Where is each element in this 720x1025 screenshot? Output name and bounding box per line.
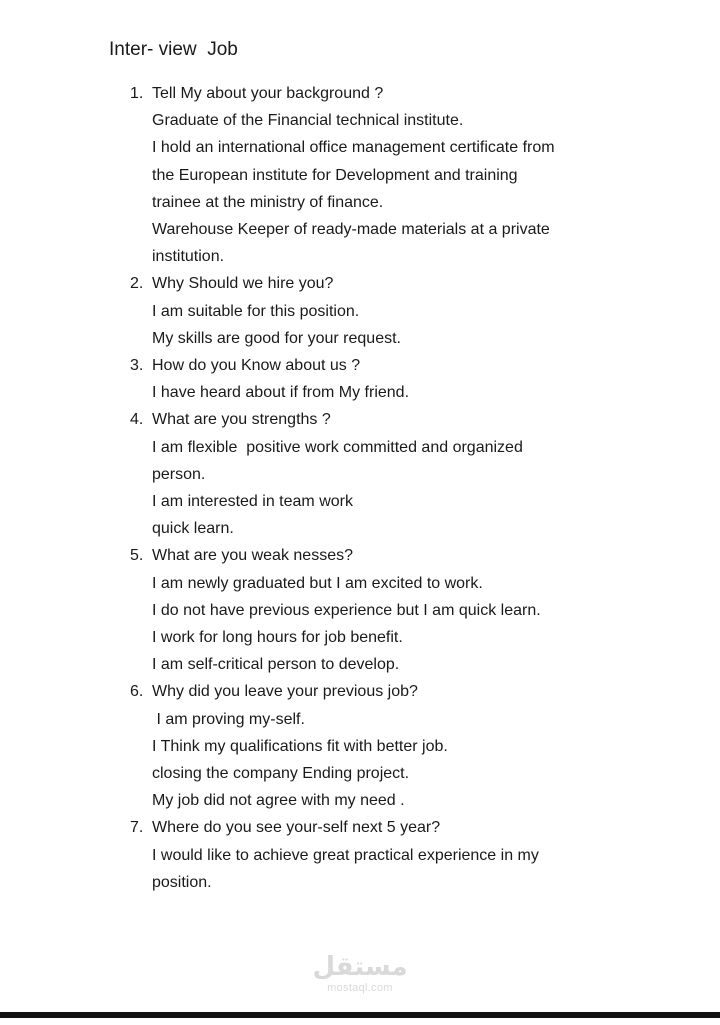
mostaql-watermark bbox=[300, 952, 420, 994]
question-item-7 bbox=[130, 814, 630, 896]
answer-line: institution. bbox=[152, 248, 225, 266]
answer-line: Graduate of the Financial technical institute. bbox=[152, 112, 464, 130]
question-number: 5. bbox=[130, 547, 144, 565]
question-text: What are you weak nesses? bbox=[152, 547, 353, 565]
answer-line: Warehouse Keeper of ready-made materials at a private bbox=[152, 221, 550, 239]
answer-line: I am interested in team work bbox=[152, 493, 353, 511]
answer-line: person. bbox=[152, 465, 206, 483]
answer-line: I am newly graduated but I am excited to work. bbox=[152, 574, 483, 592]
answer-line: the European institute for Development and training bbox=[152, 166, 518, 184]
question-text: Why did you leave your previous job? bbox=[152, 683, 418, 701]
answer-line: closing the company Ending project. bbox=[152, 765, 410, 783]
question-item-3 bbox=[130, 352, 630, 406]
answer-line: I would like to achieve great practical experience in my bbox=[152, 846, 539, 864]
question-text: Tell My about your background ? bbox=[152, 85, 384, 102]
question-text: Where do you see your-self next 5 year? bbox=[152, 819, 441, 837]
answer-line: quick learn. bbox=[152, 520, 234, 538]
answer-line: I am flexible positive work committed and organized bbox=[152, 438, 523, 456]
answer-line: trainee at the ministry of finance. bbox=[152, 193, 384, 211]
question-text: How do you Know about us ? bbox=[152, 357, 361, 375]
answer-line: I do not have previous experience but I am quick learn. bbox=[152, 601, 541, 619]
question-number: 2. bbox=[130, 275, 144, 293]
question-item-1 bbox=[130, 80, 630, 270]
document-title: Inter- view Job bbox=[109, 39, 238, 60]
question-item-4 bbox=[130, 406, 630, 542]
question-number: 4. bbox=[130, 411, 144, 429]
question-number: 7. bbox=[130, 819, 144, 837]
answer-line: I am proving my-self. bbox=[152, 710, 305, 728]
answer-line: My skills are good for your request. bbox=[152, 329, 401, 347]
question-number: 1. bbox=[130, 85, 144, 102]
answer-line: I am suitable for this position. bbox=[152, 302, 360, 320]
answer-line: I am self-critical person to develop. bbox=[152, 656, 400, 674]
question-number: 6. bbox=[130, 683, 144, 701]
answer-line: I have heard about if from My friend. bbox=[152, 384, 410, 402]
answer-line: I hold an international office management certificate from bbox=[152, 139, 555, 157]
question-number: 3. bbox=[130, 357, 144, 375]
watermark-logo: مستقل bbox=[312, 952, 408, 982]
question-text: What are you strengths ? bbox=[152, 411, 331, 429]
watermark-url: mostaql.com bbox=[327, 982, 393, 994]
answer-line: I Think my qualifications fit with better job. bbox=[152, 737, 448, 755]
answer-line: My job did not agree with my need . bbox=[152, 792, 405, 810]
question-item-2 bbox=[130, 270, 630, 352]
question-item-5 bbox=[130, 542, 630, 678]
answer-line: I work for long hours for job benefit. bbox=[152, 629, 403, 647]
page-bottom-border bbox=[0, 1012, 720, 1018]
question-item-6 bbox=[130, 678, 630, 814]
interview-question-list bbox=[130, 80, 630, 896]
question-text: Why Should we hire you? bbox=[152, 275, 334, 293]
answer-line: position. bbox=[152, 873, 212, 891]
